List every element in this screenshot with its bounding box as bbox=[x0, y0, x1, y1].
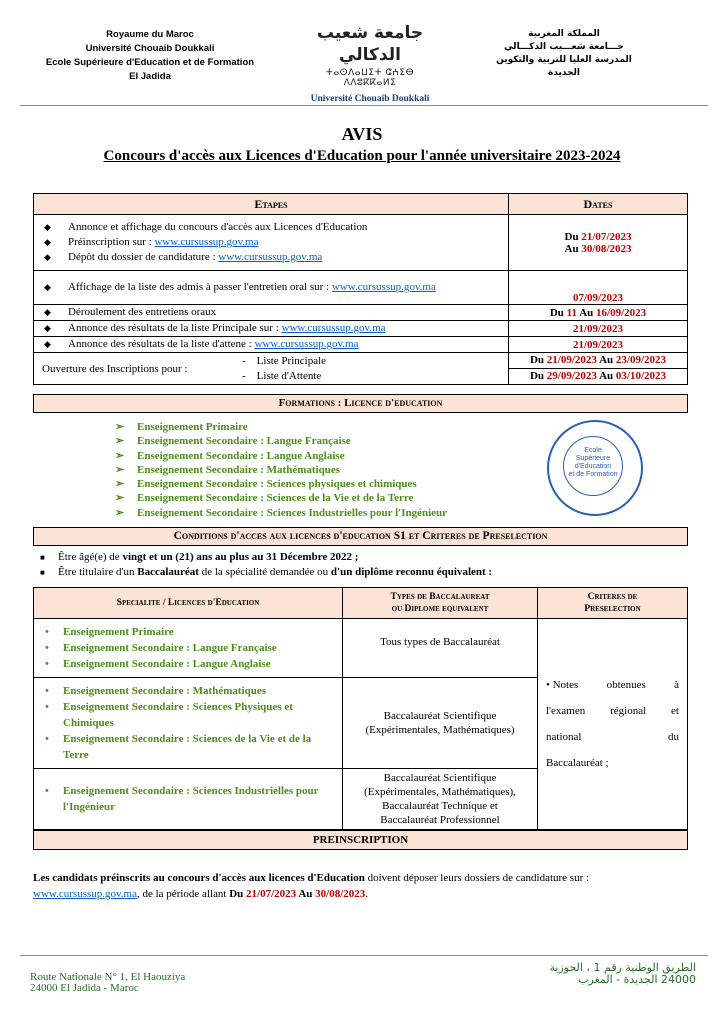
arrow-icon: ➢ bbox=[115, 435, 125, 448]
col-criteres: Criteres de Preselection bbox=[538, 588, 688, 619]
diamond-icon: ◆ bbox=[44, 222, 51, 232]
arrow-icon: ➢ bbox=[115, 421, 125, 433]
arrow-icon: ➢ bbox=[115, 449, 125, 462]
square-bullet-icon: ■ bbox=[40, 568, 45, 577]
header-right-line: جـــامعة شعـــيب الدكـــالي bbox=[504, 42, 624, 52]
cursussup-link[interactable]: www.cursussup.gov.ma bbox=[281, 322, 386, 334]
col-types: Types de Baccalaureat ou Diplome equivalent bbox=[343, 588, 538, 619]
page-title: AVIS bbox=[341, 124, 383, 144]
step-date-3: Du 11 Au 16/09/2023 bbox=[509, 305, 688, 321]
logo-arabic: جامعة شعيب الدكالي bbox=[316, 23, 424, 65]
header-right-line: المملكة المغربية bbox=[528, 29, 600, 39]
conditions-list bbox=[40, 550, 492, 580]
header-right-line: المدرسة العليا للتربية والتكوين bbox=[496, 55, 632, 65]
cursussup-link[interactable]: www.cursussup.gov.ma bbox=[33, 888, 137, 900]
table-row: • Enseignement Secondaire : Sciences Industrielles pour l'Ingénieur bbox=[34, 769, 343, 830]
step-date-4: 21/09/2023 bbox=[509, 321, 688, 337]
diamond-icon: ◆ bbox=[44, 339, 51, 349]
conditions-bar: Conditions d'acces aux licences d'education S1 et Criteres de Preselection bbox=[33, 527, 688, 546]
col-specialite: Specialite / Licences d'Education bbox=[34, 588, 343, 619]
list-item: ➢ Enseignement Secondaire : Langue Anglaise bbox=[115, 449, 345, 462]
header-left-line: Ecole Supérieure d'Education et de Formation bbox=[45, 57, 255, 68]
step-row-4: ◆ Annonce des résultats de la liste Principale sur : www.cursussup.gov.ma bbox=[34, 321, 509, 337]
step-date-6: Du 21/09/2023 Au 23/09/2023 Du 29/09/2023 Au 03/10/2023 bbox=[509, 353, 688, 385]
preinscription-bar: PREINSCRIPTION bbox=[33, 830, 688, 850]
formations-bar: Formations : Licence d'education bbox=[33, 394, 688, 413]
cursussup-link[interactable]: www.cursussup.gov.ma bbox=[331, 281, 436, 293]
table-row: • Enseignement Secondaire : Mathématiques • Enseignement Secondaire : Sciences Physiques et Chimiques • Enseignement Secondaire : Sciences de la Vie et de la Terre bbox=[34, 678, 343, 769]
diamond-icon: ◆ bbox=[44, 323, 51, 333]
footer-address-ar: الطريق الوطنية رقم 1 ، الحوزية 24000 الجديدة - المغرب bbox=[549, 961, 696, 986]
cursussup-link[interactable]: www.cursussup.gov.ma bbox=[254, 338, 359, 350]
step-date-5: 21/09/2023 bbox=[509, 337, 688, 353]
list-item: ➢ Enseignement Primaire bbox=[115, 421, 248, 433]
header-left-line: El Jadida bbox=[129, 71, 171, 82]
cursussup-link[interactable]: www.cursussup.gov.ma bbox=[218, 251, 323, 263]
criteria-table bbox=[33, 587, 688, 830]
diamond-icon: ◆ bbox=[44, 307, 51, 317]
logo-latin: Université Chouaïb Doukkali bbox=[310, 94, 430, 104]
step-date-2: 07/09/2023 bbox=[509, 271, 688, 305]
list-item: ■ Être âgé(e) de vingt et un (21) ans au plus au 31 Décembre 2022 ; bbox=[40, 551, 359, 563]
steps-table bbox=[33, 193, 688, 385]
bac-type-cell: Baccalauréat Scientifique (Expérimentales, Mathématiques) bbox=[343, 678, 538, 769]
list-item: ➢ Enseignement Secondaire : Sciences physiques et chimiques bbox=[115, 478, 417, 491]
stamp-inner: Ecole Supérieure d'Education et de Formation bbox=[563, 436, 623, 496]
footer-divider bbox=[20, 955, 708, 956]
square-bullet-icon: ■ bbox=[40, 553, 45, 562]
preinscription-note: Les candidats préinscrits au concours d'accès aux licences d'Education doivent déposer leurs dossiers de candidature sur : www.cursussup.gov.ma, de la période allant Du 21/07/2023 Au 30/08/2023. bbox=[33, 872, 590, 900]
university-logo bbox=[305, 22, 435, 102]
bac-type-cell: Tous types de Baccalauréat bbox=[343, 619, 538, 678]
header-left bbox=[20, 28, 280, 84]
list-item: ➢ Enseignement Secondaire : Sciences Industrielles pour l'Ingénieur bbox=[115, 506, 448, 519]
formations-list bbox=[115, 420, 447, 520]
diamond-icon: ◆ bbox=[44, 237, 51, 247]
arrow-icon: ➢ bbox=[115, 463, 125, 476]
header-left-line: Université Chouaib Doukkali bbox=[85, 43, 215, 54]
step-date-1: Du 21/07/2023 Au 30/08/2023 bbox=[509, 215, 688, 271]
diamond-icon: ◆ bbox=[44, 252, 51, 262]
footer-address-fr: Route Nationale N° 1, El Haouziya 24000 El Jadida - Maroc bbox=[30, 971, 186, 994]
step-row-2: ◆ Affichage de la liste des admis à passer l'entretien oral sur : www.cursussup.gov.ma bbox=[34, 271, 509, 305]
list-item: ■ Être titulaire d'un Baccalauréat de la spécialité demandée ou d'un diplôme reconnu équivalent : bbox=[40, 566, 493, 578]
col-etapes: Etapes bbox=[34, 194, 509, 215]
step-row-1: ◆ Annonce et affichage du concours d'accès aux Licences d'Education ◆ Préinscription sur : www.cursussup.gov.ma ◆ Dépôt du dossier de candidature : www.cursussup.gov.ma bbox=[34, 215, 509, 271]
bac-type-cell: Baccalauréat Scientifique (Expérimentales, Mathématiques), Baccalauréat Technique et Baccalauréat Professionnel bbox=[343, 769, 538, 830]
criteria-cell: • Notes obtenues à l'examen régional et national du Baccalauréat ; bbox=[538, 619, 688, 830]
header-left-line: Royaume du Maroc bbox=[106, 29, 194, 40]
page-subtitle: Concours d'accès aux Licences d'Education pour l'année universitaire 2023-2024 bbox=[103, 148, 621, 164]
header-right-line: الجديدة bbox=[547, 68, 581, 78]
logo-tifinagh: ⵜⴰⵙⴷⴰⵡⵉⵜ ⵛⵄⵉⴱ ⴷⴷⵓⴽⴽⴰⵍⵉ bbox=[325, 68, 415, 88]
arrow-icon: ➢ bbox=[115, 492, 125, 505]
step-row-5: ◆ Annonce des résultats de la liste d'attene : www.cursussup.gov.ma bbox=[34, 337, 509, 353]
header-divider bbox=[20, 105, 708, 106]
list-item: ➢ Enseignement Secondaire : Mathématiques bbox=[115, 463, 340, 476]
arrow-icon: ➢ bbox=[115, 478, 125, 491]
col-dates: Dates bbox=[509, 194, 688, 215]
diamond-icon: ◆ bbox=[44, 282, 51, 292]
step-row-6: Ouverture des Inscriptions pour : - Liste Principale - Liste d'Attente bbox=[34, 353, 509, 385]
school-stamp bbox=[547, 420, 643, 516]
header-right bbox=[464, 28, 664, 80]
list-item: ➢ Enseignement Secondaire : Sciences de la Vie et de la Terre bbox=[115, 492, 414, 505]
step-row-3: ◆ Déroulement des entretiens oraux bbox=[34, 305, 509, 321]
arrow-icon: ➢ bbox=[115, 506, 125, 519]
table-row: • Enseignement Primaire • Enseignement Secondaire : Langue Française • Enseignement Secondaire : Langue Anglaise bbox=[34, 619, 343, 678]
cursussup-link[interactable]: www.cursussup.gov.ma bbox=[154, 236, 259, 248]
list-item: ➢ Enseignement Secondaire : Langue Française bbox=[115, 435, 351, 448]
